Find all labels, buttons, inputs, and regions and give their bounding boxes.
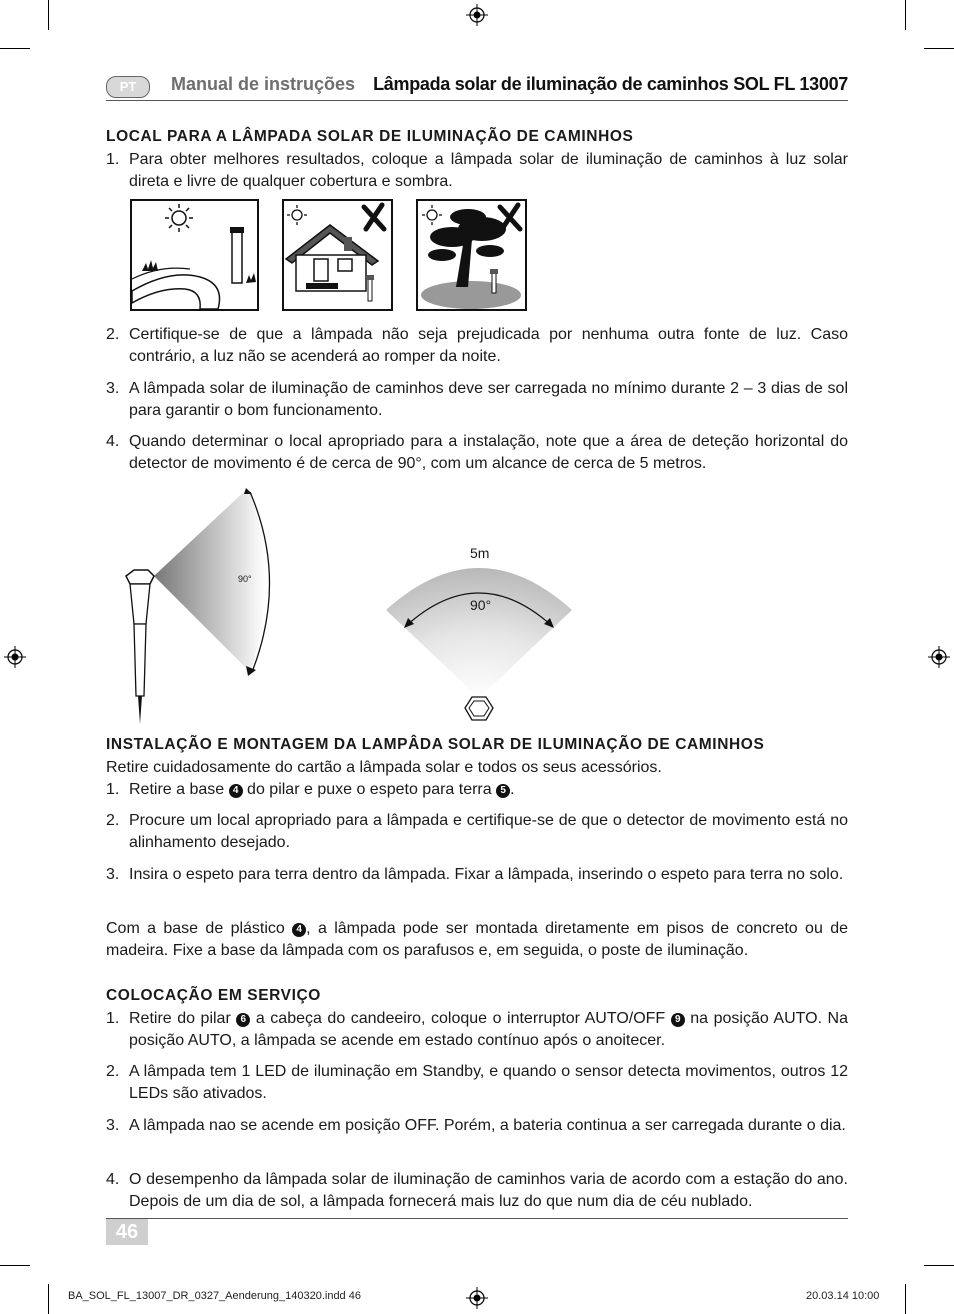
crop-mark — [924, 1265, 954, 1266]
footer-date: 20.03.14 10:00 — [806, 1290, 880, 1302]
top-angle-label: 90° — [470, 597, 492, 613]
page-number: 46 — [106, 1219, 148, 1245]
house-shade-illustration — [282, 199, 393, 311]
crop-mark — [905, 1284, 906, 1314]
top-view-detection-diagram — [386, 540, 572, 726]
installation-outro: Com a base de plástico 4 , a lâmpada pode ser montada diretamente em pisos de concreto ou de madeira. Fixe a base da lâmpada com os parafusos e, em seguida, o poste de iluminação. — [106, 920, 848, 959]
list-item: 2. A lâmpada tem 1 LED de iluminação em Standby, e quando o sensor detecta movimentos, outros 12 LEDs são ativados. — [106, 1063, 848, 1102]
crop-mark — [48, 0, 49, 30]
header-title: Lâmpada solar de iluminação de caminhos SOL FL 13007 — [373, 74, 848, 94]
footer-file-info: BA_SOL_FL_13007_DR_0327_Aenderung_140320.indd 46 — [68, 1290, 361, 1302]
registration-mark-icon — [4, 646, 26, 668]
side-view-detection-diagram — [110, 484, 310, 728]
list-item: 3. Insira o espeto para terra dentro da lâmpada. Fixar a lâmpada, inserindo o espeto para terra no solo. — [106, 866, 844, 883]
list-item: 3. A lâmpada nao se acende em posição OFF. Porém, a bateria continua a ser carregada durante o dia. — [106, 1117, 846, 1134]
list-item: 4. O desempenho da lâmpada solar de iluminação de caminhos varia de acordo com a estação do ano. Depois de um dia de sol, a lâmpada fornecerá mais luz do que num dia de céu nublado. — [106, 1171, 848, 1210]
part-number-badge: 5 — [496, 784, 510, 798]
part-number-badge: 4 — [292, 923, 306, 937]
side-angle-label: 90° — [238, 574, 252, 584]
page-header — [106, 72, 848, 101]
section-heading-location: LOCAL PARA A LÂMPADA SOLAR DE ILUMINAÇÃO DE CAMINHOS — [106, 128, 634, 145]
crop-mark — [48, 1284, 49, 1314]
registration-mark-icon — [466, 4, 488, 26]
crop-mark — [0, 1265, 30, 1266]
installation-intro: Retire cuidadosamente do cartão a lâmpada solar e todos os seus acessórios. — [106, 759, 662, 776]
list-item: 1. Para obter melhores resultados, coloque a lâmpada solar de iluminação de caminhos à luz solar direta e livre de qualquer cobertura e sombra. — [106, 151, 848, 190]
language-badge: PT — [106, 76, 150, 98]
crop-mark — [0, 48, 30, 49]
footer-divider — [106, 1218, 848, 1219]
section-heading-operation: COLOCAÇÃO EM SERVIÇO — [106, 987, 321, 1004]
registration-mark-icon — [466, 1287, 488, 1309]
tree-shade-illustration — [416, 199, 527, 311]
list-item: 1. Retire a base 4 do pilar e puxe o espeto para terra 5 . — [106, 781, 515, 798]
registration-mark-icon — [928, 646, 950, 668]
section-heading-installation: INSTALAÇÃO E MONTAGEM DA LAMPÂDA SOLAR DE ILUMINAÇÃO DE CAMINHOS — [106, 736, 765, 753]
list-item: 2. Certifique-se de que a lâmpada não seja prejudicada por nenhuma outra fonte de luz. Caso contrário, a luz não se acenderá ao romper da noite. — [106, 326, 848, 365]
list-item: 1. Retire do pilar 6 a cabeça do candeeiro, coloque o interruptor AUTO/OFF 9 na posição AUTO. Na posição AUTO, a lâmpada se acende em estado contínuo após o anoitecer. — [106, 1010, 849, 1049]
list-item: 2. Procure um local apropriado para a lâmpada e certifique-se de que o detector de movimento está no alinhamento desejado. — [106, 812, 848, 851]
top-range-label: 5m — [470, 545, 490, 561]
list-item: 3. A lâmpada solar de iluminação de caminhos deve ser carregada no mínimo durante 2 – 3 dias de sol para garantir o bom funcionamento. — [106, 380, 848, 419]
part-number-badge: 9 — [671, 1013, 685, 1027]
crop-mark — [905, 0, 906, 30]
list-item: 4. Quando determinar o local apropriado para a instalação, note que a área de deteção horizontal do detector de movimento é de cerca de 90°, com um alcance de cerca de 5 metros. — [106, 433, 848, 472]
header-manual-label: Manual de instruções — [171, 74, 356, 94]
sunny-path-illustration — [130, 199, 259, 311]
part-number-badge: 6 — [236, 1013, 250, 1027]
part-number-badge: 4 — [229, 784, 243, 798]
crop-mark — [924, 48, 954, 49]
